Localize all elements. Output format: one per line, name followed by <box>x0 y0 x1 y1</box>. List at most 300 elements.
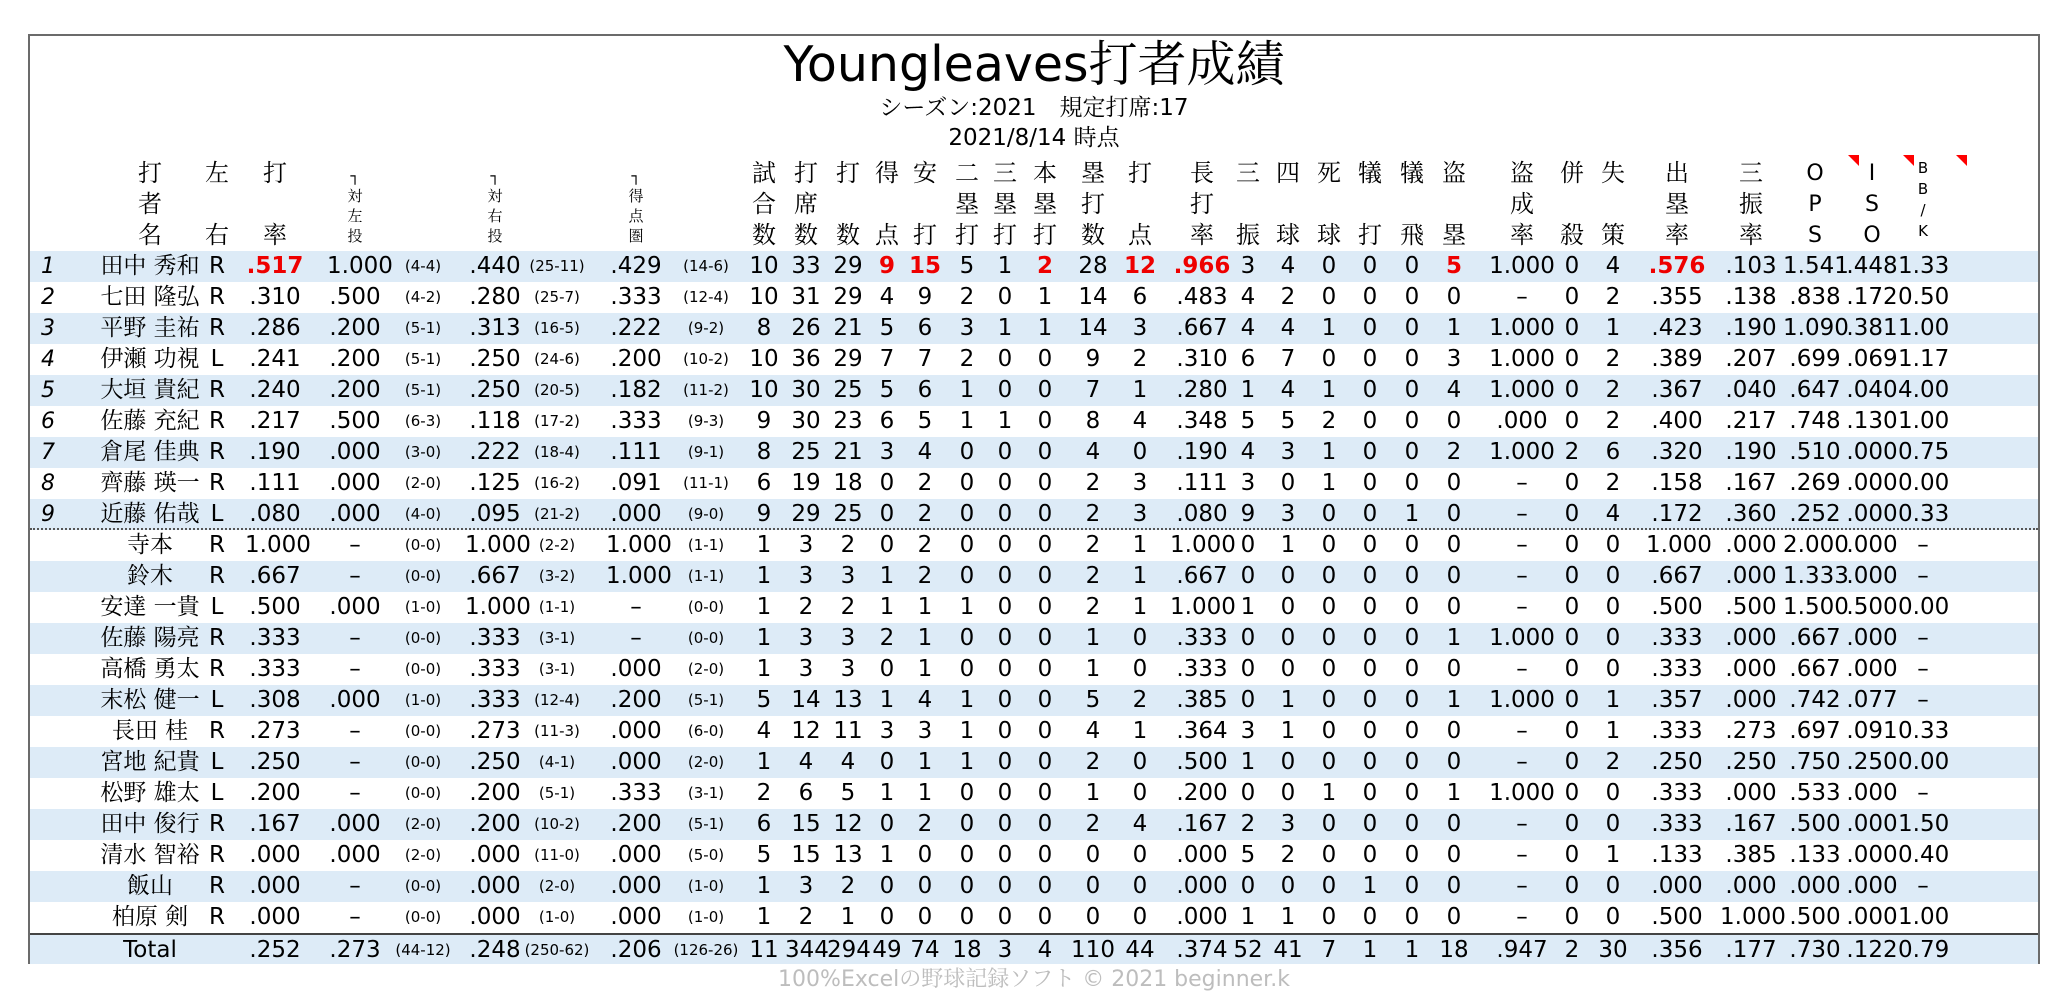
stat-cell: 0 <box>1564 811 1580 837</box>
stat-cell: .000 <box>469 873 521 899</box>
stat-cell: 0 <box>1404 873 1420 899</box>
stat-cell: 0 <box>1404 718 1420 744</box>
stat-cell: .250 <box>469 749 521 775</box>
stat-cell: .730 <box>1789 937 1841 963</box>
stat-cell: .333 <box>1651 780 1703 806</box>
batting-order: 8 <box>41 471 55 496</box>
stat-cell: .333 <box>1651 656 1703 682</box>
column-header: 死 球 <box>1317 159 1341 249</box>
stat-cell: 0 <box>1362 656 1378 682</box>
stat-cell: (11-2) <box>683 381 729 399</box>
stat-cell: 2 <box>1564 937 1580 963</box>
stat-cell: 0 <box>997 377 1013 403</box>
stat-cell: 1 <box>1240 594 1256 620</box>
stat-cell: 1 <box>756 904 772 930</box>
stat-cell: .355 <box>1651 284 1703 310</box>
stat-cell: 0 <box>1321 501 1337 527</box>
stat-cell: .000 <box>1846 501 1898 527</box>
stat-cell: 0.33 <box>1898 718 1950 744</box>
footer-credit: 100%Excelの野球記録ソフト © 2021 beginner.k <box>778 967 1290 992</box>
player-name: 長田 桂 <box>111 718 189 744</box>
stat-cell: (5-1) <box>404 381 442 399</box>
stat-cell: 0 <box>1404 439 1420 465</box>
stat-cell: R <box>209 253 225 279</box>
stat-cell: – <box>1516 532 1528 558</box>
stat-cell: .000 <box>610 749 662 775</box>
stat-cell: .200 <box>249 780 301 806</box>
stat-cell: (11-1) <box>683 474 729 492</box>
stat-cell: 0.00 <box>1898 470 1950 496</box>
stat-cell: .333 <box>610 284 662 310</box>
stat-cell: .250 <box>1846 749 1898 775</box>
stat-cell: L <box>210 749 224 775</box>
stat-cell: (0-0) <box>404 567 442 585</box>
stat-cell: .122 <box>1846 937 1898 963</box>
stat-cell: .280 <box>1176 377 1228 403</box>
stat-cell: 0 <box>1037 594 1053 620</box>
stat-cell: .091 <box>610 470 662 496</box>
stat-cell: 0 <box>959 470 975 496</box>
stat-cell: 0 <box>1404 594 1420 620</box>
stat-cell: (2-0) <box>404 846 442 864</box>
stat-cell: 0 <box>1605 563 1621 589</box>
stat-cell: 0 <box>1564 656 1580 682</box>
stat-cell: .111 <box>249 470 301 496</box>
stat-cell: .200 <box>469 780 521 806</box>
stat-cell: .000 <box>1725 563 1777 589</box>
table-row <box>30 561 2038 592</box>
stat-cell: 0 <box>1446 873 1462 899</box>
stat-cell: (1-0) <box>687 877 725 895</box>
stat-cell: 0 <box>1037 532 1053 558</box>
stat-cell: 0 <box>997 780 1013 806</box>
stat-cell: (3-0) <box>404 443 442 461</box>
stat-cell: – <box>1516 904 1528 930</box>
stat-cell: 0 <box>1446 842 1462 868</box>
stat-cell: 0 <box>917 873 933 899</box>
stat-cell: 0 <box>1564 625 1580 651</box>
stat-cell: .356 <box>1651 937 1703 963</box>
stat-cell: 0 <box>997 842 1013 868</box>
stat-cell: – <box>1516 470 1528 496</box>
stat-cell: .000 <box>469 904 521 930</box>
stat-cell: 0 <box>1132 904 1148 930</box>
batting-order: 5 <box>41 378 55 403</box>
stat-cell: 0 <box>1037 439 1053 465</box>
stat-cell: .348 <box>1176 408 1228 434</box>
stat-cell: 0 <box>1362 377 1378 403</box>
stat-cell: – <box>349 749 361 775</box>
stat-cell: (0-0) <box>687 629 725 647</box>
stat-cell: .000 <box>610 904 662 930</box>
stat-cell: R <box>209 439 225 465</box>
stat-cell: .667 <box>1176 315 1228 341</box>
stat-cell: 1 <box>879 563 895 589</box>
table-row <box>30 406 2038 437</box>
player-name: Total <box>123 937 177 963</box>
stat-cell: 7 <box>1085 377 1101 403</box>
stat-cell: 5 <box>959 253 975 279</box>
stat-cell: 4 <box>756 718 772 744</box>
stat-cell: 1 <box>959 408 975 434</box>
stat-cell: .667 <box>249 563 301 589</box>
stat-cell: (1-0) <box>404 598 442 616</box>
stat-cell: 4 <box>1240 439 1256 465</box>
stat-cell: 2 <box>1321 408 1337 434</box>
stat-cell: (11-3) <box>534 722 580 740</box>
stat-cell: (6-3) <box>404 412 442 430</box>
stat-cell: 0 <box>1240 687 1256 713</box>
stat-cell: .190 <box>1725 315 1777 341</box>
stat-cell: .000 <box>610 873 662 899</box>
stat-cell: 5 <box>756 687 772 713</box>
stat-cell: 18 <box>1439 937 1469 963</box>
stat-cell: 0 <box>879 904 895 930</box>
stat-cell: R <box>209 470 225 496</box>
stat-cell: .111 <box>1176 470 1228 496</box>
stat-cell: 2 <box>1085 532 1101 558</box>
stat-cell: .333 <box>1651 811 1703 837</box>
stat-cell: 2 <box>1605 377 1621 403</box>
stat-cell: 25 <box>833 501 863 527</box>
stat-cell: (9-1) <box>687 443 725 461</box>
stat-cell: .500 <box>249 594 301 620</box>
stat-cell: – <box>1917 532 1929 558</box>
stat-cell: 3 <box>917 718 933 744</box>
column-header: 二 塁 打 <box>955 159 979 249</box>
stat-cell: .385 <box>1725 842 1777 868</box>
stat-cell: 1 <box>879 687 895 713</box>
stat-cell: 0 <box>1321 594 1337 620</box>
stat-cell: .248 <box>469 937 521 963</box>
stat-cell: .252 <box>1789 501 1841 527</box>
stat-cell: 0 <box>1404 346 1420 372</box>
stat-cell: 2 <box>917 501 933 527</box>
batting-order: 7 <box>41 440 55 465</box>
stat-cell: – <box>1917 563 1929 589</box>
stat-cell: (18-4) <box>534 443 580 461</box>
stat-cell: 0 <box>1037 377 1053 403</box>
stat-cell: 1 <box>917 780 933 806</box>
stat-cell: .308 <box>249 687 301 713</box>
stat-cell: 0 <box>1240 780 1256 806</box>
stat-cell: 0 <box>1605 873 1621 899</box>
column-header: B B / K <box>1917 159 1929 240</box>
table-row <box>30 375 2038 406</box>
stat-cell: 30 <box>1598 937 1628 963</box>
table-row <box>30 282 2038 313</box>
stat-cell: 1 <box>1362 937 1378 963</box>
stat-cell: .333 <box>1651 718 1703 744</box>
stat-cell: 1 <box>1132 563 1148 589</box>
column-header: 三 振 率 <box>1739 159 1763 249</box>
stat-cell: 2 <box>1132 687 1148 713</box>
stat-cell: (5-1) <box>538 784 576 802</box>
stat-cell: 3 <box>1280 811 1296 837</box>
stat-cell: .000 <box>329 842 381 868</box>
stat-cell: 0 <box>1280 873 1296 899</box>
player-name: 伊瀬 功視 <box>100 346 200 372</box>
stat-cell: (10-2) <box>683 350 729 368</box>
stat-cell: .000 <box>329 811 381 837</box>
stat-cell: 1 <box>1446 687 1462 713</box>
stat-cell: 0 <box>1362 594 1378 620</box>
stat-cell: 1 <box>917 594 933 620</box>
stat-cell: 0 <box>1037 873 1053 899</box>
comment-marker <box>1956 155 1967 166</box>
stat-cell: 0 <box>1280 656 1296 682</box>
stat-cell: .364 <box>1176 718 1228 744</box>
table-row <box>30 809 2038 840</box>
stat-cell: 49 <box>872 937 902 963</box>
stat-cell: 0 <box>959 811 975 837</box>
stat-cell: 0 <box>1564 563 1580 589</box>
stat-cell: R <box>209 873 225 899</box>
stat-cell: 74 <box>910 937 940 963</box>
stat-cell: 8 <box>1085 408 1101 434</box>
stat-cell: .000 <box>1846 439 1898 465</box>
stat-cell: – <box>630 594 642 620</box>
stat-cell: 0 <box>1605 625 1621 651</box>
stat-cell: .000 <box>1176 873 1228 899</box>
stat-cell: .699 <box>1789 346 1841 372</box>
stat-cell: 12 <box>791 718 821 744</box>
stat-cell: 0 <box>879 873 895 899</box>
stat-cell: 1 <box>1280 904 1296 930</box>
stat-cell: 0 <box>1404 470 1420 496</box>
stat-cell: 0 <box>1037 656 1053 682</box>
stat-cell: 1.000 <box>1489 377 1555 403</box>
stat-cell: .167 <box>1176 811 1228 837</box>
stat-cell: (25-7) <box>534 288 580 306</box>
stat-cell: 3 <box>1240 470 1256 496</box>
table-row <box>30 344 2038 375</box>
stat-cell: .448 <box>1846 253 1898 279</box>
stat-cell: .190 <box>249 439 301 465</box>
stat-cell: 1 <box>1280 687 1296 713</box>
stat-cell: 1.000 <box>245 532 311 558</box>
stat-cell: 5 <box>1240 842 1256 868</box>
batting-order: 9 <box>41 502 55 527</box>
stat-cell: .500 <box>1789 811 1841 837</box>
stat-cell <box>197 935 237 966</box>
stat-cell: 2 <box>798 594 814 620</box>
stat-cell: 0 <box>1362 718 1378 744</box>
table-row <box>30 747 2038 778</box>
stat-cell: 2 <box>917 563 933 589</box>
stat-cell: 0 <box>1446 718 1462 744</box>
stat-cell: 0 <box>1321 625 1337 651</box>
stat-cell: 0 <box>1037 842 1053 868</box>
stat-cell: 52 <box>1233 937 1263 963</box>
stat-cell: 0 <box>1362 470 1378 496</box>
table-row <box>30 592 2038 623</box>
stat-cell: .080 <box>1176 501 1228 527</box>
stat-cell: 0.75 <box>1898 439 1950 465</box>
stat-cell: 0 <box>1037 346 1053 372</box>
stat-cell: 0 <box>1404 284 1420 310</box>
stat-cell: 44 <box>1125 937 1155 963</box>
stat-cell: 0.40 <box>1898 842 1950 868</box>
player-name: 鈴木 <box>127 563 173 589</box>
stat-cell: (0-0) <box>404 877 442 895</box>
stat-cell: 2 <box>1446 439 1462 465</box>
stat-cell: 1.000 <box>606 532 672 558</box>
stat-cell: 7 <box>879 346 895 372</box>
batting-order: 2 <box>41 285 55 310</box>
player-name: 大垣 貴紀 <box>100 377 200 403</box>
comment-marker <box>1848 155 1859 166</box>
stat-cell: 3 <box>1240 253 1256 279</box>
stat-cell: 1 <box>997 408 1013 434</box>
stat-cell: 0 <box>1321 656 1337 682</box>
column-header: 三 振 <box>1236 159 1260 249</box>
stat-cell: 6 <box>756 811 772 837</box>
stat-cell: .167 <box>1725 811 1777 837</box>
stat-cell: .252 <box>249 937 301 963</box>
player-name: 宮地 紀貴 <box>100 749 200 775</box>
stat-cell: 0 <box>997 594 1013 620</box>
stat-cell: .517 <box>246 253 304 279</box>
stat-cell: 2 <box>1605 470 1621 496</box>
stat-cell: .310 <box>249 284 301 310</box>
stat-cell: 0 <box>1321 563 1337 589</box>
stat-cell: 1.333 <box>1783 563 1849 589</box>
stat-cell: 4 <box>1240 315 1256 341</box>
stat-cell: 1 <box>997 315 1013 341</box>
stat-cell: 2 <box>1085 563 1101 589</box>
stat-cell: 2 <box>1605 284 1621 310</box>
stat-cell: 3 <box>879 718 895 744</box>
stat-cell: 0 <box>1280 749 1296 775</box>
stat-cell: 6 <box>917 377 933 403</box>
stat-cell: 26 <box>791 315 821 341</box>
stat-cell: .000 <box>329 687 381 713</box>
stat-cell: 0 <box>1321 842 1337 868</box>
stat-cell: 0 <box>1404 253 1420 279</box>
stat-cell: 3 <box>798 532 814 558</box>
stat-cell: .000 <box>1846 842 1898 868</box>
stat-cell: (24-6) <box>534 350 580 368</box>
stat-cell: 15 <box>791 842 821 868</box>
stat-cell: – <box>349 718 361 744</box>
stat-cell: 2 <box>840 873 856 899</box>
stat-cell: (1-1) <box>687 536 725 554</box>
stat-cell: 0 <box>1280 563 1296 589</box>
stat-cell: 2 <box>1085 749 1101 775</box>
stat-cell: 0 <box>1605 532 1621 558</box>
stat-cell: 1 <box>1085 625 1101 651</box>
stat-cell: 21 <box>833 315 863 341</box>
stat-cell: 25 <box>791 439 821 465</box>
stat-cell: (5-1) <box>687 691 725 709</box>
stat-cell: .440 <box>469 253 521 279</box>
stat-cell: 29 <box>833 346 863 372</box>
stat-cell: .374 <box>1176 937 1228 963</box>
stat-cell: (0-0) <box>404 660 442 678</box>
stat-cell: R <box>209 532 225 558</box>
stat-cell: 0 <box>1132 842 1148 868</box>
stat-cell: (2-0) <box>404 815 442 833</box>
stat-cell: – <box>1917 687 1929 713</box>
stat-cell: .000 <box>1496 408 1548 434</box>
stat-cell: 110 <box>1071 937 1115 963</box>
stat-cell: .190 <box>1176 439 1228 465</box>
stat-cell: 1 <box>756 625 772 651</box>
stat-cell: .333 <box>1176 625 1228 651</box>
stat-cell: – <box>1516 594 1528 620</box>
stat-cell: 4 <box>1037 937 1053 963</box>
stat-cell: 0 <box>879 749 895 775</box>
stat-cell: 0 <box>1321 904 1337 930</box>
stat-cell: 1 <box>1132 718 1148 744</box>
stat-cell: .748 <box>1789 408 1841 434</box>
stat-cell: 2 <box>1085 811 1101 837</box>
stat-cell: 29 <box>833 253 863 279</box>
stat-cell: .576 <box>1648 253 1706 279</box>
stat-cell: 0 <box>959 563 975 589</box>
stat-cell: 0 <box>1240 656 1256 682</box>
page-title: Youngleaves打者成績 <box>783 36 1285 93</box>
stat-cell: 1.000 <box>606 563 672 589</box>
column-header: 打 席 数 <box>794 159 818 249</box>
stat-cell: 0 <box>1404 780 1420 806</box>
stat-cell: R <box>209 377 225 403</box>
stat-cell: 4 <box>917 687 933 713</box>
stat-cell: .182 <box>610 377 662 403</box>
stat-cell: 1 <box>879 842 895 868</box>
stat-cell: (5-1) <box>687 815 725 833</box>
player-name: 齊藤 瑛一 <box>100 470 200 496</box>
stat-cell: 1 <box>756 563 772 589</box>
stat-cell: 0 <box>1404 656 1420 682</box>
stat-cell: 0 <box>997 718 1013 744</box>
stat-cell: – <box>1516 501 1528 527</box>
stat-cell: 0 <box>1446 470 1462 496</box>
stat-cell: 0 <box>1280 625 1296 651</box>
stat-cell: 0 <box>1404 377 1420 403</box>
stat-cell: .217 <box>1725 408 1777 434</box>
stat-cell: 0 <box>1085 873 1101 899</box>
stat-cell: 3 <box>1240 718 1256 744</box>
stat-cell: .483 <box>1176 284 1228 310</box>
player-name: 高橋 勇太 <box>100 656 200 682</box>
stat-cell: (14-6) <box>683 257 729 275</box>
stat-cell: 6 <box>1240 346 1256 372</box>
player-name: 末松 健一 <box>100 687 200 713</box>
stat-cell: 0 <box>1240 563 1256 589</box>
stat-cell: 11 <box>833 718 863 744</box>
stat-cell: 1 <box>756 594 772 620</box>
stat-cell: 0 <box>1037 470 1053 496</box>
stat-cell: .200 <box>610 346 662 372</box>
stat-cell: 5 <box>840 780 856 806</box>
stat-cell: .667 <box>1789 625 1841 651</box>
stat-cell: (0-0) <box>404 908 442 926</box>
stat-cell: 1 <box>1085 780 1101 806</box>
stat-cell: .130 <box>1846 408 1898 434</box>
stat-cell: – <box>349 563 361 589</box>
stat-cell: 294 <box>827 937 871 963</box>
stat-cell: 3 <box>840 656 856 682</box>
stat-cell: 4 <box>840 749 856 775</box>
stat-cell: 2 <box>1605 346 1621 372</box>
stat-cell: 5 <box>1445 253 1462 279</box>
stat-cell: (5-1) <box>404 350 442 368</box>
total-row <box>30 933 2038 964</box>
stat-cell: 0 <box>1362 749 1378 775</box>
table-row <box>30 685 2038 716</box>
